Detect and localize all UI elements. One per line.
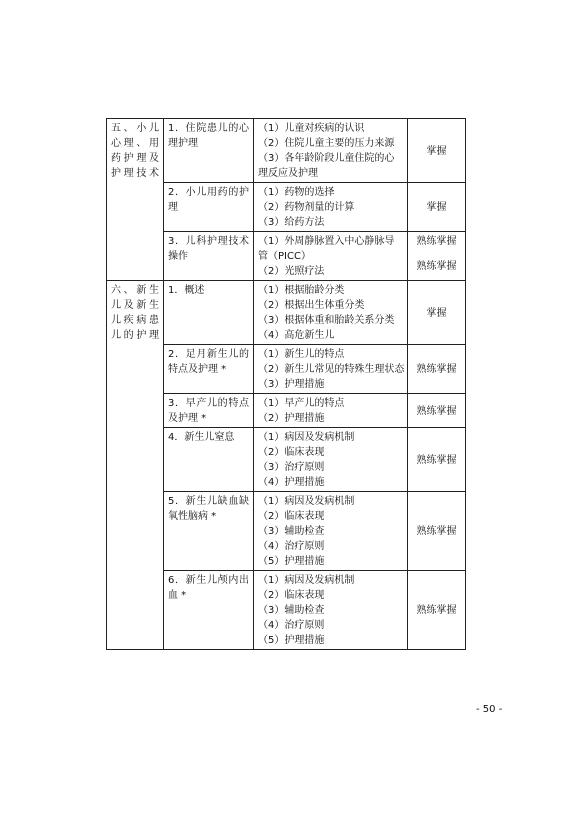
table-row [107,281,466,345]
item-line: （1）外周静脉置入中心静脉导管（PICC） [258,236,395,262]
topic-title: 5．新生儿缺血缺氧性脑病 * [164,492,254,571]
mastery-level: 熟练掌握 [408,492,466,571]
item-line: （2）新生儿常见的特殊生理状态 [258,364,405,375]
mastery-level: 掌握 [408,119,466,183]
topic-items [254,428,408,492]
table-row [107,119,466,183]
unit-title: 五、小儿心理、用药护理及护理技术 [107,119,164,281]
topic-items [254,232,408,281]
mastery-level: 熟练掌握 [416,261,457,272]
item-line: （4）高危新生儿 [258,330,335,341]
item-line: （2）住院儿童主要的压力来源 [258,138,395,149]
item-line: （3）根据体重和胎龄关系分类 [258,315,395,326]
topic-items [254,183,408,232]
topic-items [254,492,408,571]
topic-items [254,119,408,183]
item-line: （5）护理措施 [258,635,325,646]
topic-items [254,345,408,394]
item-line: （1）早产儿的特点 [258,398,345,409]
topic-items [254,394,408,428]
item-line: （1）病因及发病机制 [258,496,355,507]
item-line: （3）护理措施 [258,379,325,390]
mastery-level: 熟练掌握 [416,236,457,247]
item-line: （3）治疗原则 [258,462,325,473]
item-line: （4）护理措施 [258,477,325,488]
item-line: （4）治疗原则 [258,620,325,631]
topic-title: 2．小儿用药的护理 [164,183,254,232]
topic-title: 3．儿科护理技术操作 [164,232,254,281]
item-line: （4）治疗原则 [258,541,325,552]
item-line: （2）临床表现 [258,447,325,458]
item-line: （1）根据胎龄分类 [258,285,345,296]
unit-title: 六、新生儿及新生儿疾病患儿的护理 [107,281,164,650]
item-line: （3）辅助检查 [258,605,325,616]
topic-title: 2．足月新生儿的特点及护理 * [164,345,254,394]
page-number: - 50 - [476,704,503,715]
item-line: （3）各年龄阶段儿童住院的心理反应及护理 [258,153,395,179]
topic-items [254,281,408,345]
item-line: （2）临床表现 [258,590,325,601]
item-line: （5）护理措施 [258,556,325,567]
topic-title: 3．早产儿的特点及护理 * [164,394,254,428]
item-line: （1）儿童对疾病的认识 [258,123,365,134]
topic-title: 1．住院患儿的心理护理 [164,119,254,183]
item-line: （1）药物的选择 [258,187,335,198]
item-line: （1）病因及发病机制 [258,432,355,443]
item-line: （3）给药方法 [258,217,325,228]
mastery-level: 熟练掌握 [408,571,466,650]
topic-title: 6．新生儿颅内出血 * [164,571,254,650]
item-line: （2）护理措施 [258,413,325,424]
mastery-level-cell [408,232,466,281]
item-line: （3）辅助检查 [258,526,325,537]
topic-title: 1．概述 [164,281,254,345]
topic-items [254,571,408,650]
item-line: （2）药物剂量的计算 [258,202,355,213]
item-line: （2）临床表现 [258,511,325,522]
mastery-level: 掌握 [408,281,466,345]
mastery-level: 掌握 [408,183,466,232]
mastery-level: 熟练掌握 [408,345,466,394]
topic-title: 4．新生儿窒息 [164,428,254,492]
item-line: （2）光照疗法 [258,266,325,277]
syllabus-table [106,118,466,650]
item-line: （1）病因及发病机制 [258,575,355,586]
mastery-level: 熟练掌握 [408,394,466,428]
item-line: （1）新生儿的特点 [258,349,345,360]
item-line: （2）根据出生体重分类 [258,300,365,311]
mastery-level: 熟练掌握 [408,428,466,492]
